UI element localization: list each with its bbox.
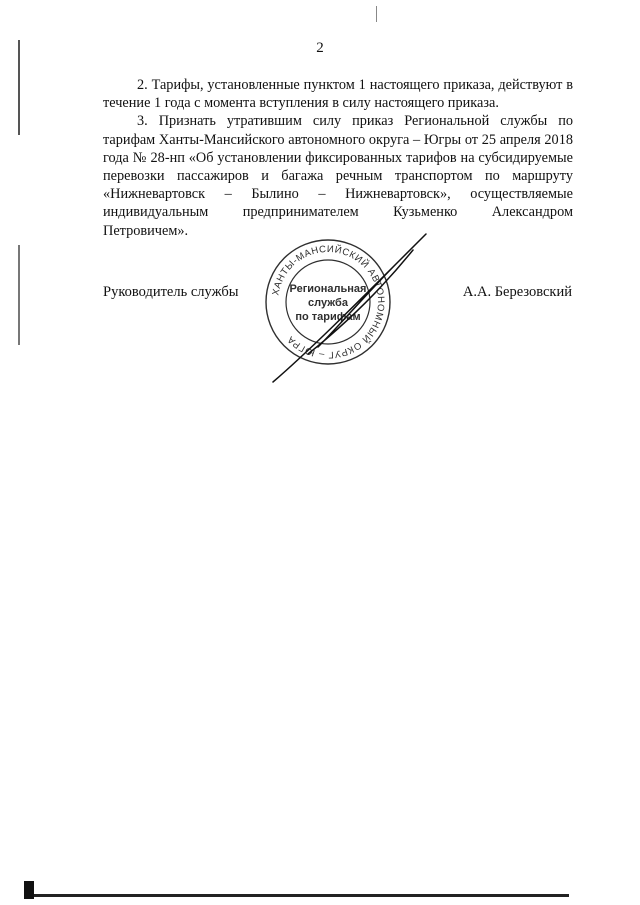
stamp-center-line-1: Региональная: [289, 283, 367, 295]
signatory-title: Руководитель службы: [103, 284, 239, 300]
stamp-center-line-2: служба: [308, 297, 348, 309]
scan-artifact-bottom-block: [24, 881, 34, 899]
paragraph-2: 2. Тарифы, установленные пунктом 1 настоящего приказа, действуют в течение 1 года с момента вступления в силу настоящего приказа.: [103, 77, 573, 112]
scan-artifact-bottom-line: [24, 894, 569, 897]
document-body: [103, 76, 573, 240]
scan-artifact-top: [376, 6, 377, 22]
official-stamp: [248, 232, 448, 392]
signatory-name: А.А. Березовский: [462, 284, 572, 300]
stamp-ring-text: ХАНТЫ-МАНСИЙСКИЙ АВТОНОМНЫЙ ОКРУГ – ЮГРА: [270, 243, 387, 361]
page-number: 2: [316, 40, 324, 56]
paragraph-3: 3. Признать утратившим силу приказ Региональной службы по тарифам Ханты-Мансийского автономного округа – Югры от 25 апреля 2018 года № 28-нп «Об установлении фиксированных тарифов на субсидируемые перевозки пассажиров и багажа речным транспортом по маршруту «Нижневартовск – Былино – Нижневартовск», осуществляемые индивидуальным предпринимателем Кузьменко Александром: [103, 113, 573, 221]
scan-artifact-left-lower: [18, 245, 20, 345]
stamp-center-line-3: по тарифам: [295, 311, 361, 323]
paragraph-3-end: Петровичем».: [103, 222, 189, 239]
